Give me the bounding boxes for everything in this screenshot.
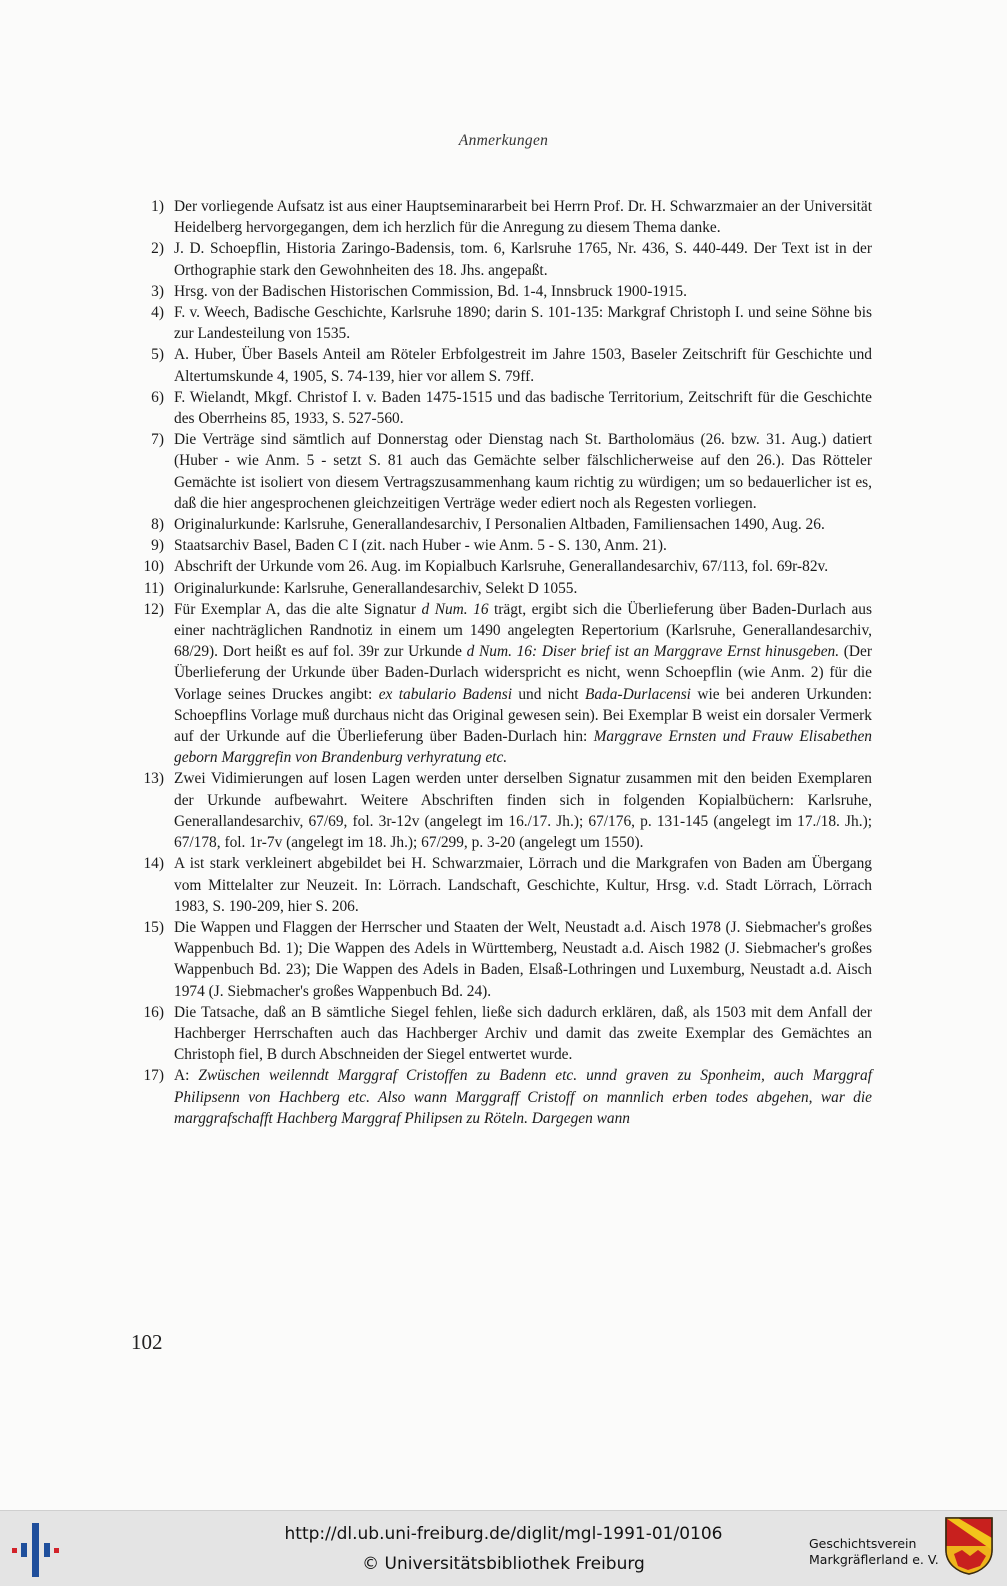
society-crest-icon — [944, 1516, 994, 1576]
footnote — [126, 917, 872, 1002]
footnote — [126, 535, 872, 556]
footnote-text: Der vorliegende Aufsatz ist aus einer Hauptseminararbeit bei Herrn Prof. Dr. H. Schwarzmaier an der Universität Heidelberg hervorgegangen, dem ich herzlich für die Anregung zu diesem Thema danke. — [174, 198, 872, 237]
footnote — [126, 599, 872, 769]
footnote — [126, 281, 872, 302]
footnote-number: 13) — [143, 770, 164, 788]
permalink-url[interactable]: http://dl.ub.uni-freiburg.de/diglit/mgl-1991-01/0106 — [284, 1524, 723, 1544]
society-name — [809, 1536, 939, 1568]
footnote-text: Die Tatsache, daß an B sämtliche Siegel fehlen, ließe sich dadurch erklären, daß, als 1503 mit dem Anfall der Hachberger Herrschaften auch das Hachberger Archiv und damit das zweite Exemplar des Gemächtes an Christoph fiel, B durch Abschneiden der Siegel entwertet wurde. — [174, 1003, 872, 1064]
footnote-text: A ist stark verkleinert abgebildet bei H. Schwarzmaier, Lörrach und die Markgrafen von Baden am Übergang vom Mittelalter zur Neuzeit. In: Lörrach. Landschaft, Geschichte, Kultur, Hrsg. v.d. Stadt Lörrach, Lörrach 1983, S. 190-209, hier S. 206. — [174, 855, 872, 915]
footnote — [126, 1002, 872, 1066]
footnote-text: Abschrift der Urkunde vom 26. Aug. im Kopialbuch Karlsruhe, Generallandesarchiv, 67/113, fol. 69r-82v. — [174, 558, 829, 576]
footnote-text: Staatsarchiv Basel, Baden C I (zit. nach Huber - wie Anm. 5 - S. 130, Anm. 21). — [174, 537, 667, 555]
footnote-text: Für Exemplar A, das die alte Signatur d Num. 16 trägt, ergibt sich die Überlieferung über Baden-Durlach aus einer nachträglichen Randnotiz in einem um 1490 angelegten Repertorium (Karlsruhe, Generallandesarchiv, 68/29). Dort heißt es auf fol. 39r zur Urkunde d Num. 16: Diser brief ist an Marggrave Ernst hinusgeben. (Der Überlieferung der Urkunde über Baden-Durlach widerspricht es nicht, wenn Schoepflin (wie Anm. 2) für die Vorlage seines Druckes angibt: ex tabulario Badensi und nicht Bada-Durlacensi wie bei anderen Urkunden: Schoepflins Vorlage muß durchaus nicht das Original gewesen sein). Bei Exemplar B weist ein dorsaler Vermerk auf der Urkunde auf die Überlieferung über Baden-Durlach hin: Marggrave Ernsten und Frauw Elisabethen geborn Marggrefin von Brandenburg verhyratung etc. — [174, 600, 872, 767]
footnote-number: 9) — [151, 537, 164, 555]
copyright-notice: © Universitätsbibliothek Freiburg — [362, 1554, 645, 1574]
footnote-number: 6) — [151, 388, 164, 406]
footnote-text: A: Zwüschen weilenndt Marggraf Cristoffen zu Badenn etc. unnd graven zu Sponheim, auch Marggraf Philipsenn von Hachberg etc. Also wann Marggraff Cristoff on mannlich erben todes abgehen, war die marggrafschafft Hachberg Marggraf Philipsen zu Röteln. Dargegen wann — [174, 1067, 872, 1127]
footnote-number: 16) — [143, 1003, 164, 1021]
footnote-number: 14) — [143, 855, 164, 873]
footnote-text: J. D. Schoepflin, Historia Zaringo-Badensis, tom. 6, Karlsruhe 1765, Nr. 436, S. 440-449. Der Text ist in der Orthographie stark den Gewohnheiten des 18. Jhs. angepaßt. — [174, 240, 872, 279]
footnote — [126, 514, 872, 535]
footnote-text: Die Verträge sind sämtlich auf Donnerstag oder Dienstag nach St. Bartholomäus (26. bzw. 31. Aug.) datiert (Huber - wie Anm. 5 - setzt S. 81 auch das Gemächte selber fälschlicherweise auf den 26.). Das Rötteler Gemächte ist isoliert von diesem Vertragszusammenhang kaum richtig zu würdigen; um so bedauerlicher ist es, daß die hier angesprochenen gleichzeitigen Verträge weder ediert noch als Regesten vorliegen. — [174, 431, 872, 512]
footnote — [126, 238, 872, 280]
footnote — [126, 1065, 872, 1129]
footnote-text: F. v. Weech, Badische Geschichte, Karlsruhe 1890; darin S. 101-135: Markgraf Christoph I. und seine Söhne bis zur Landesteilung von 1535. — [174, 304, 872, 343]
footnote-text: Hrsg. von der Badischen Historischen Commission, Bd. 1-4, Innsbruck 1900-1915. — [174, 282, 687, 300]
footnote-number: 2) — [151, 240, 164, 258]
footnote-number: 5) — [151, 346, 164, 364]
footnote-text: F. Wielandt, Mkgf. Christof I. v. Baden 1475-1515 und das badische Territorium, Zeitschrift für die Geschichte des Oberrheins 85, 1933, S. 527-560. — [174, 388, 872, 428]
footnote — [126, 387, 872, 429]
footnote-number: 1) — [151, 198, 164, 215]
footnote — [126, 768, 872, 853]
footnote-text: Originalurkunde: Karlsruhe, Generallandesarchiv, I Personalien Altbaden, Familiensachen 1490, Aug. 26. — [174, 516, 825, 534]
page-number: 102 — [131, 1330, 163, 1354]
footnote-text: Originalurkunde: Karlsruhe, Generallandesarchiv, Selekt D 1055. — [174, 579, 578, 597]
running-head: Anmerkungen — [458, 132, 549, 149]
footnote-number: 10) — [143, 558, 164, 576]
footnote-number: 12) — [143, 600, 164, 618]
footnote-number: 3) — [151, 282, 164, 300]
footnote — [126, 429, 872, 514]
footnote-text: A. Huber, Über Basels Anteil am Röteler Erbfolgestreit im Jahre 1503, Baseler Zeitschrift für Geschichte und Altertumskunde 4, 1905, S. 74-139, hier vor allem S. 79ff. — [174, 346, 872, 385]
footnote-text: Zwei Vidimierungen auf losen Lagen werden unter derselben Signatur zusammen mit den beiden Exemplaren der Urkunde aufbewahrt. Weitere Abschriften finden sich in folgenden Kopialbüchern: Karlsruhe, Generallandesarchiv, 67/69, fol. 3r-12v (angelegt im 16./17. Jh.); 67/176, p. 131-145 (angelegt im 17./18. Jh.); 67/178, fol. 1r-7v (angelegt im 18. Jh.); 67/299, p. 3-20 (angelegt um 1550). — [174, 770, 872, 852]
society-name-line1: Geschichtsverein — [809, 1536, 917, 1551]
footnote — [126, 578, 872, 599]
footnote — [126, 556, 872, 577]
footnote-number: 4) — [151, 304, 164, 322]
footnote-number: 17) — [143, 1067, 164, 1085]
footnote-list — [126, 196, 872, 1129]
footnote-number: 7) — [151, 431, 164, 449]
footnote — [126, 344, 872, 386]
footnote — [126, 853, 872, 917]
footnote-number: 15) — [143, 918, 164, 936]
footnote-number: 8) — [151, 516, 164, 534]
footnote-number: 11) — [144, 579, 164, 597]
footnote — [126, 196, 872, 238]
footnote-text: Die Wappen und Flaggen der Herrscher und Staaten der Welt, Neustadt a.d. Aisch 1978 (J. Siebmacher's großes Wappenbuch Bd. 1); Die Wappen des Adels in Württemberg, Neustadt a.d. Aisch 1982 (J. Siebmacher's großes Wappenbuch Bd. 23); Die Wappen des Adels in Baden, Elsaß-Lothringen und Luxemburg, Neustadt a.d. Aisch 1974 (J. Siebmacher's großes Wappenbuch Bd. 24). — [174, 918, 872, 1000]
society-name-line2: Markgräflerland e. V. — [809, 1552, 939, 1567]
footnote — [126, 302, 872, 344]
